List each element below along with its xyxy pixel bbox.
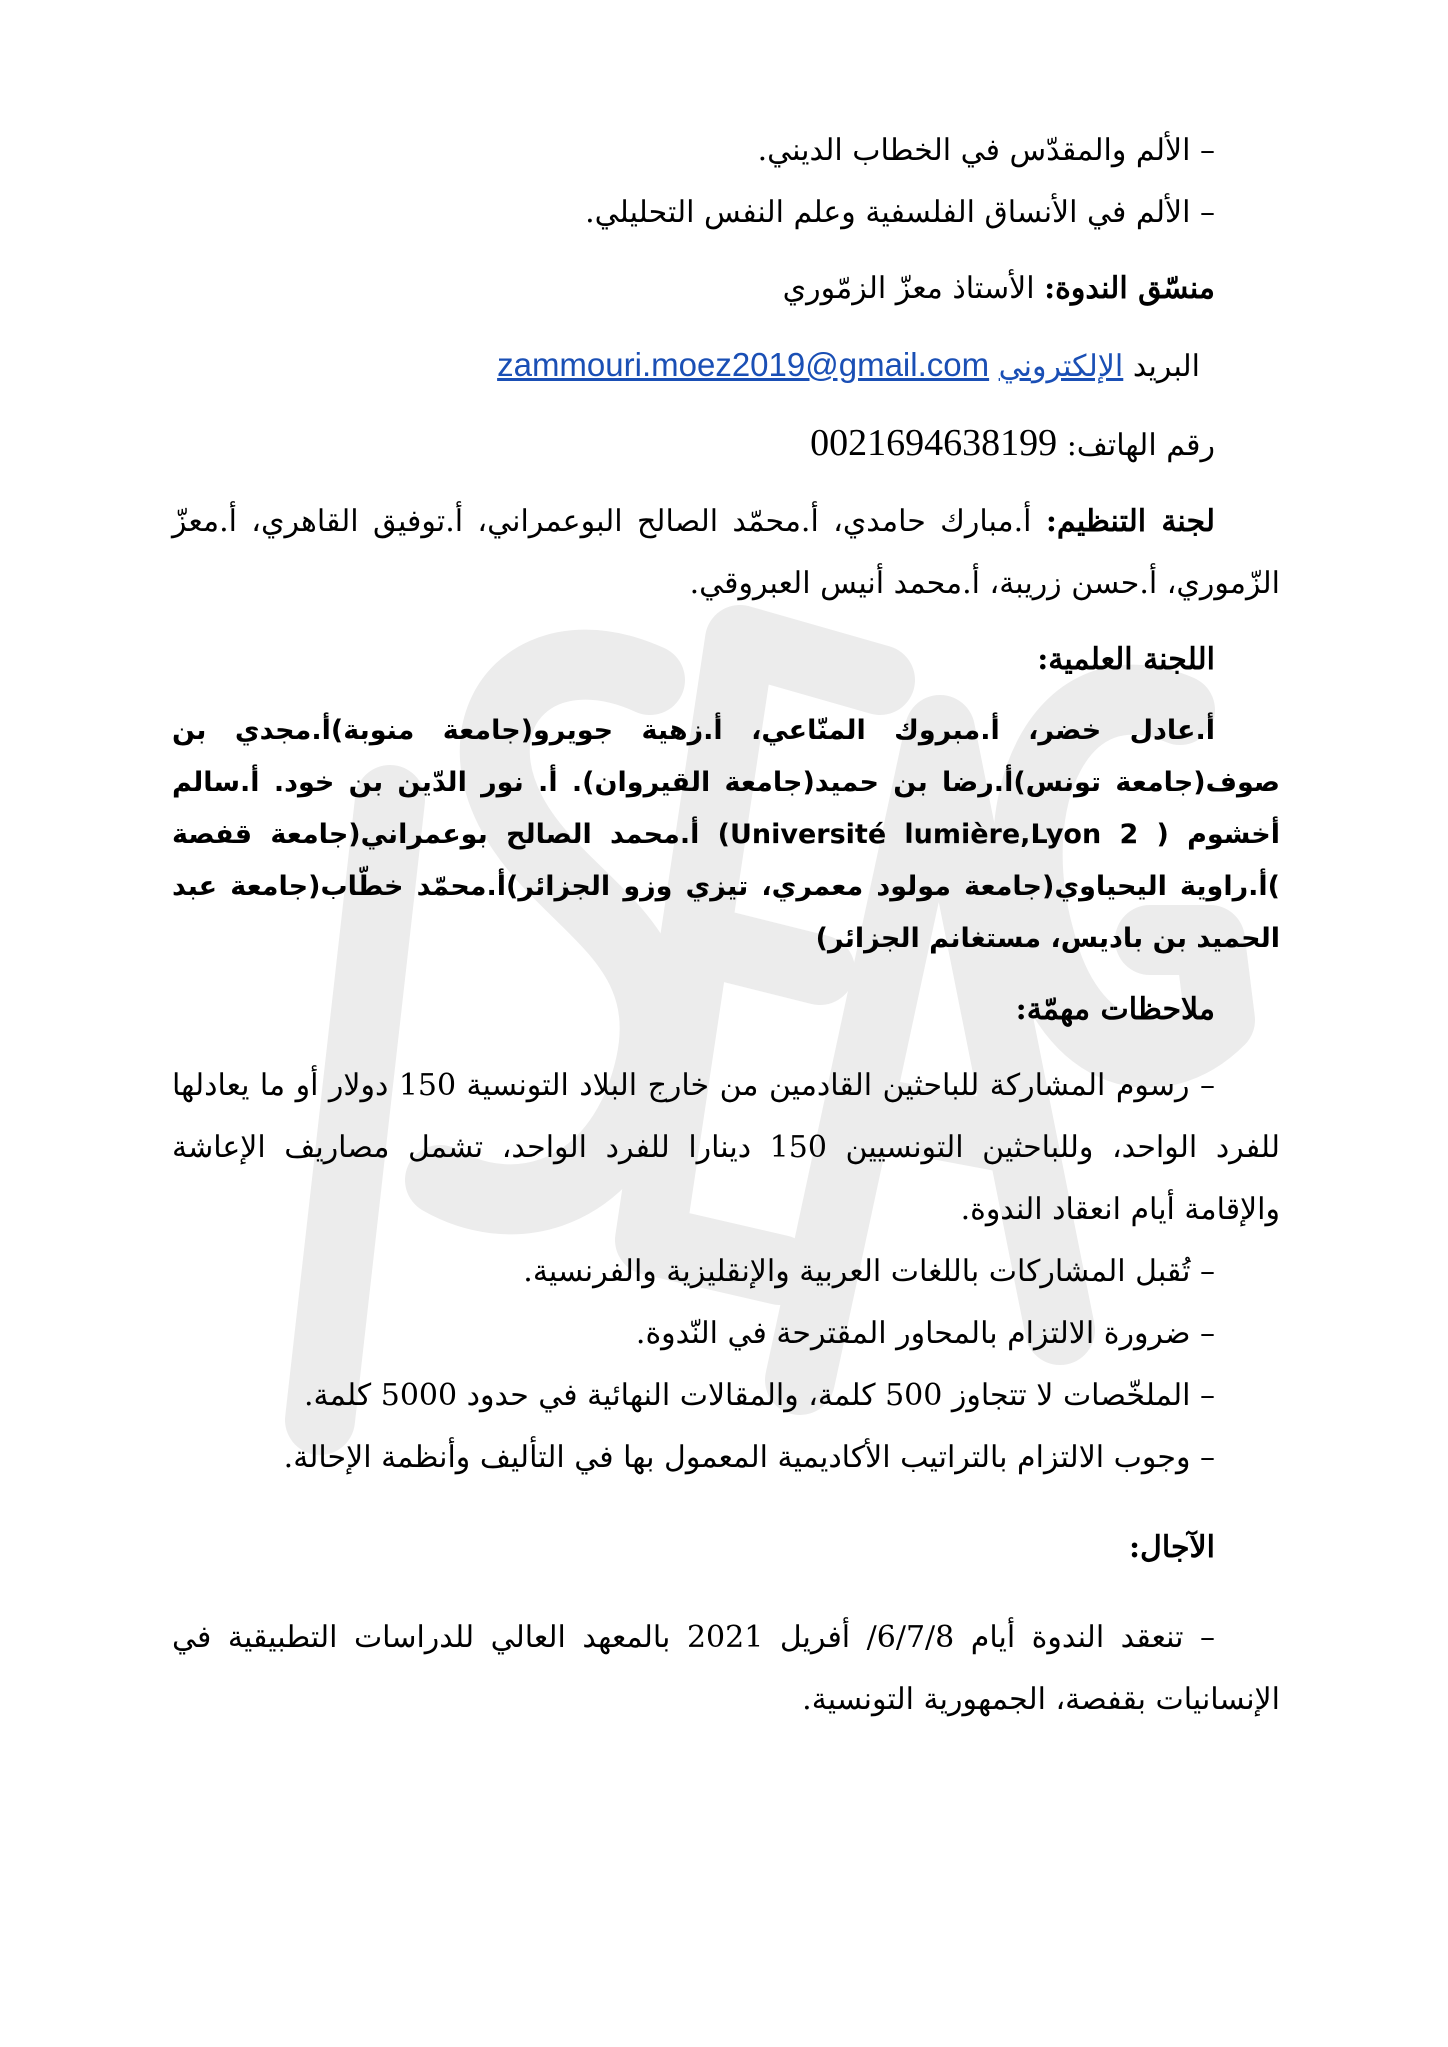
notes-fee: – رسوم المشاركة للباحثين القادمين من خارج البلاد التونسية 150 دولار أو ما يعادلها للفرد الواحد، وللباحثين التونسيين 150 دينارا للفرد الواحد، تشمل مصاريف الإعاشة والإقامة أيام انعقاد الندوة. xyxy=(172,1068,1280,1227)
deadlines-text: – تنعقد الندوة أيام 6/7/8/ أفريل 2021 بالمعهد العالي للدراسات التطبيقية في الإنسانيات بقفصة، الجمهورية التونسية. xyxy=(172,1620,1280,1717)
notes-item: – وجوب الالتزام بالتراتيب الأكاديمية المعمول بها في التأليف وأنظمة الإحالة. xyxy=(283,1440,1215,1475)
email-label: البريد xyxy=(1132,349,1200,384)
email-label-link[interactable]: الإلكتروني xyxy=(998,349,1124,384)
coordinator-label: منسّق الندوة: xyxy=(1044,271,1215,306)
deadlines-label: الآجال: xyxy=(1128,1530,1215,1565)
organizing-committee-label: لجنة التنظيم: xyxy=(1045,504,1215,539)
organizing-committee-members: أ.مبارك حامدي، أ.محمّد الصالح البوعمراني، أ.توفيق القاهري، أ.معزّ الزّموري، أ.حسن زريبة، أ.محمد أنيس العبروقي. xyxy=(172,504,1280,601)
notes-label: ملاحظات مهمّة: xyxy=(1015,992,1215,1027)
phone-number: 0021694638199 xyxy=(810,422,1058,464)
phone-label: رقم الهاتف: xyxy=(1066,428,1215,463)
notes-item: – ضرورة الالتزام بالمحاور المقترحة في النّدوة. xyxy=(635,1316,1215,1351)
axis-item-1: – الألم والمقدّس في الخطاب الديني. xyxy=(757,133,1215,168)
coordinator-line xyxy=(172,258,1280,320)
organizing-committee xyxy=(172,491,1280,615)
scientific-committee-label: اللجنة العلمية: xyxy=(1037,642,1215,677)
phone-line xyxy=(172,412,1280,477)
axis-item-2: – الألم في الأنساق الفلسفية وعلم النفس التحليلي. xyxy=(585,195,1215,230)
email-link[interactable]: zammouri.moez2019@gmail.com xyxy=(497,346,990,383)
scientific-committee-members: أ.عادل خضر، أ.مبروك المنّاعي، أ.زهية جويرو(جامعة منوبة)أ.مجدي بن صوف(جامعة تونس)أ.رضا بن حميد(جامعة القيروان). أ. نور الدّين بن خود. أ.سالم أخشوم ( Université lumière,Lyon 2) أ.محمد الصالح بوعمراني(جامعة قفصة )أ.راوية اليحياوي(جامعة مولود معمري، تيزي وزو الجزائر)أ.محمّد خطّاب(جامعة عبد الحميد بن باديس، مستغانم الجزائر) xyxy=(172,715,1280,954)
coordinator-name: الأستاذ معزّ الزمّوري xyxy=(782,271,1035,306)
notes-item: – تُقبل المشاركات باللغات العربية والإنقليزية والفرنسية. xyxy=(523,1254,1215,1289)
document-page xyxy=(172,120,1280,1731)
email-line xyxy=(172,334,1280,398)
notes-item: – الملخّصات لا تتجاوز 500 كلمة، والمقالات النهائية في حدود 5000 كلمة. xyxy=(304,1378,1215,1413)
